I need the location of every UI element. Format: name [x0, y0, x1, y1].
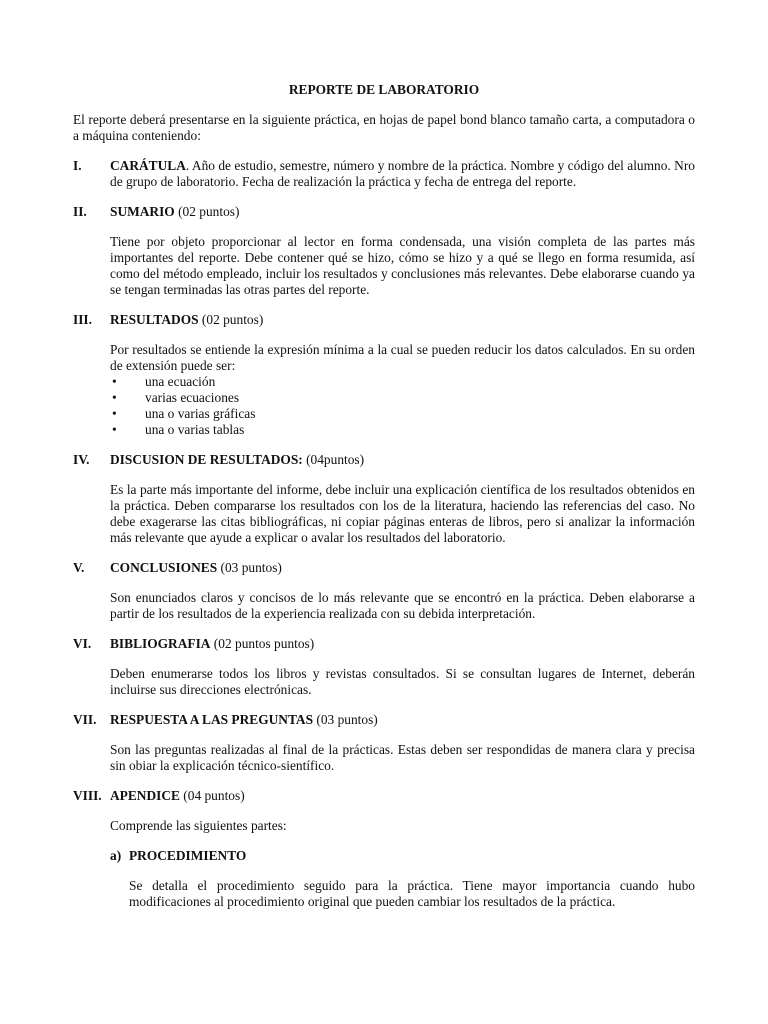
- list-item-text: varias ecuaciones: [145, 390, 240, 405]
- section-body: [110, 342, 695, 438]
- section-number: II.: [73, 204, 87, 219]
- section-discusion: [73, 452, 695, 546]
- section-heading: SUMARIO: [110, 204, 175, 219]
- subsection-body: Se detalla el procedimiento seguido para la práctica. Tiene mayor importancia cuando hubo modificaciones al procedimiento original que pueden cambiar los resultados de la práctica.: [129, 878, 695, 909]
- subsection-heading: PROCEDIMIENTO: [129, 848, 247, 863]
- section-heading: CONCLUSIONES: [110, 560, 218, 575]
- list-item: [110, 406, 695, 422]
- section-points: (03 puntos): [217, 560, 282, 575]
- section-respuesta-preguntas: [73, 712, 695, 774]
- section-points: (04 puntos): [179, 788, 245, 803]
- section-apendice: [73, 788, 695, 910]
- section-number: IV.: [73, 452, 90, 467]
- section-number: III.: [73, 312, 92, 327]
- list-item: [110, 374, 695, 390]
- section-heading: BIBLIOGRAFIA: [110, 636, 211, 651]
- bullet-icon: •: [112, 374, 117, 389]
- section-caratula: [73, 158, 695, 190]
- section-resultados: [73, 312, 695, 438]
- section-number: I.: [73, 158, 82, 173]
- bullet-icon: •: [112, 406, 117, 421]
- bullet-icon: •: [112, 422, 117, 437]
- section-heading: RESULTADOS: [110, 312, 199, 327]
- section-body: Comprende las siguientes partes:: [110, 818, 287, 833]
- section-sumario: [73, 204, 695, 298]
- section-bibliografia: [73, 636, 695, 698]
- subsection-procedimiento: [110, 848, 695, 910]
- subsection-label: a): [110, 848, 122, 863]
- section-points: (02 puntos): [174, 204, 240, 219]
- section-points: (03 puntos): [313, 712, 378, 727]
- section-body: Son las preguntas realizadas al final de la prácticas. Estas deben ser respondidas de manera clara y precisa sin obiar la explicación técnico-sientífico.: [110, 742, 695, 773]
- list-item: [110, 422, 695, 438]
- section-body: Tiene por objeto proporcionar al lector en forma condensada, una visión completa de las partes más importantes del reporte. Debe contener qué se hizo, cómo se hizo y a qué se llego en forma resumida, así como del método empleado, incluir los resultados y conclusiones más relevantes. Debe elaborarse cuando ya se tengan terminadas las otras partes del reporte.: [110, 234, 695, 297]
- document-title: REPORTE DE LABORATORIO: [288, 82, 480, 97]
- bullet-icon: •: [112, 390, 117, 405]
- section-number: VI.: [73, 636, 92, 651]
- section-body: Son enunciados claros y concisos de lo más relevante que se encontró en la práctica. Deben elaborarse a partir de los resultados de la experiencia realizada con su debida interpretación.: [110, 590, 695, 621]
- section-points: (02 puntos puntos): [210, 636, 315, 651]
- section-heading: APENDICE: [110, 788, 180, 803]
- section-heading-suffix: . Año de estudio, semestre, número y nombre de la práctica. Nombre y código del alumno. Nro de grupo de laboratorio. Fecha de realización la práctica y fecha de entrega del reporte.: [110, 158, 695, 189]
- list-item-text: una o varias gráficas: [145, 406, 256, 421]
- section-body: Es la parte más importante del informe, debe incluir una explicación científica de los resultados obtenidos en la práctica. Deben compararse los resultados con los de la literatura, haciendo las referencias del caso. No debe exagerarse las citas bibliográficas, ni copiar páginas enteras de libros, pero si analizar la información más relevante que ayude a explicar o avalar los resultados del laboratorio.: [110, 482, 695, 545]
- section-body: Deben enumerarse todos los libros y revistas consultados. Si se consultan lugares de Internet, deberán incluirse sus direcciones electrónicas.: [110, 666, 695, 697]
- intro-paragraph: El reporte deberá presentarse en la siguiente práctica, en hojas de papel bond blanco tamaño carta, a computadora o a máquina conteniendo:: [73, 112, 695, 143]
- section-heading: RESPUESTA A LAS PREGUNTAS: [110, 712, 314, 727]
- section-body-text: Por resultados se entiende la expresión mínima a la cual se pueden reducir los datos calculados. En su orden de extensión puede ser:: [110, 342, 695, 373]
- section-number: V.: [73, 560, 85, 575]
- list-item: [110, 390, 695, 406]
- section-number: VIII.: [73, 788, 102, 803]
- bullet-list: [110, 374, 695, 438]
- section-points: (02 puntos): [198, 312, 264, 327]
- section-number: VII.: [73, 712, 97, 727]
- list-item-text: una o varias tablas: [145, 422, 245, 437]
- list-item-text: una ecuación: [145, 374, 216, 389]
- section-heading: CARÁTULA: [110, 158, 186, 173]
- section-heading: DISCUSION DE RESULTADOS:: [110, 452, 303, 467]
- section-points: (04puntos): [302, 452, 365, 467]
- section-conclusiones: [73, 560, 695, 622]
